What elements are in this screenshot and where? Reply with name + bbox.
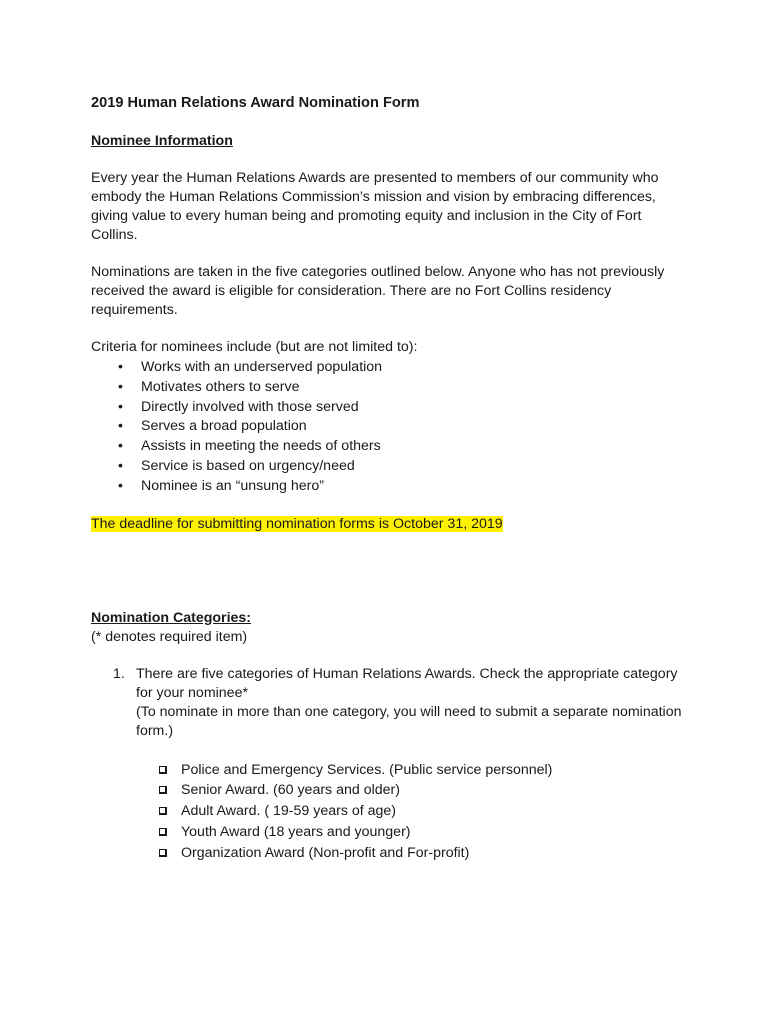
criteria-intro: Criteria for nominees include (but are not limited to):	[91, 339, 418, 355]
criteria-text: Assists in meeting the needs of others	[141, 438, 381, 455]
question-1	[91, 665, 691, 741]
option-label: Organization Award (Non-profit and For-profit)	[181, 844, 470, 861]
bullet-icon: •	[118, 418, 123, 435]
checkbox-icon[interactable]	[159, 786, 167, 794]
option-label: Youth Award (18 years and younger)	[181, 823, 411, 840]
category-option-adult[interactable]	[91, 802, 691, 823]
criteria-item	[91, 358, 691, 378]
checkbox-icon[interactable]	[159, 766, 167, 774]
category-option-youth[interactable]	[91, 823, 691, 844]
question-note: (To nominate in more than one category, you will need to submit a separate nomination form.)	[136, 703, 682, 739]
criteria-text: Service is based on urgency/need	[141, 457, 355, 474]
criteria-text: Serves a broad population	[141, 418, 307, 435]
bullet-icon: •	[118, 378, 123, 395]
criteria-item	[91, 477, 691, 497]
categories-heading: Nomination Categories:	[91, 609, 252, 626]
form-title: 2019 Human Relations Award Nomination Form	[91, 95, 420, 111]
criteria-text: Motivates others to serve	[141, 378, 300, 395]
category-option-senior[interactable]	[91, 781, 691, 802]
checkbox-icon[interactable]	[159, 807, 167, 815]
deadline-notice	[91, 515, 691, 534]
required-note: (* denotes required item)	[91, 628, 248, 645]
criteria-item	[91, 398, 691, 418]
bullet-icon: •	[118, 398, 123, 415]
criteria-item	[91, 378, 691, 398]
question-number: 1.	[113, 665, 125, 682]
bullet-icon: •	[118, 438, 123, 455]
checkbox-icon[interactable]	[159, 849, 167, 857]
criteria-list	[91, 358, 691, 497]
option-label: Senior Award. (60 years and older)	[181, 782, 400, 799]
bullet-icon: •	[118, 359, 123, 375]
criteria-text: Directly involved with those served	[141, 398, 359, 415]
option-label: Police and Emergency Services. (Public service personnel)	[181, 761, 553, 778]
question-text: There are five categories of Human Relations Awards. Check the appropriate category for your nominee*	[136, 665, 678, 701]
category-option-police[interactable]	[91, 761, 691, 782]
checkbox-icon[interactable]	[159, 828, 167, 836]
eligibility-paragraph: Nominations are taken in the five categories outlined below. Anyone who has not previously received the award is eligible for consideration. There are no Fort Collins residency requirements.	[91, 264, 665, 318]
option-label: Adult Award. ( 19-59 years of age)	[181, 803, 397, 820]
criteria-text: Nominee is an “unsung hero”	[141, 477, 324, 494]
form-page	[91, 94, 691, 865]
nominee-info-heading: Nominee Information	[91, 133, 233, 149]
criteria-item	[91, 437, 691, 457]
bullet-icon: •	[118, 457, 123, 474]
deadline-highlight: The deadline for submitting nomination forms is October 31, 2019	[91, 515, 503, 532]
criteria-text: Works with an underserved population	[141, 359, 383, 375]
category-option-organization[interactable]	[91, 844, 691, 865]
category-options	[91, 761, 691, 865]
criteria-item	[91, 417, 691, 437]
bullet-icon: •	[118, 477, 123, 494]
intro-paragraph: Every year the Human Relations Awards are presented to members of our community who embody the Human Relations Commission’s mission and vision by embracing differences, giving value to every human being and promoting equity and inclusion in the City of Fort Collins.	[91, 170, 659, 243]
criteria-item	[91, 457, 691, 477]
